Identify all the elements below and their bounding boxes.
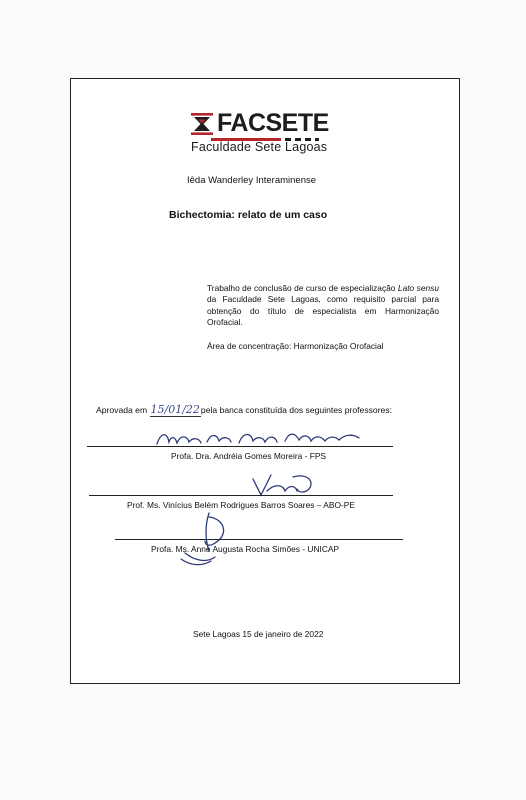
approval-suffix: pela banca constituída dos seguintes professores:	[200, 405, 393, 415]
examiner-2: Prof. Ms. Vinícius Belém Rodrigues Barros Soares – ABO-PE	[127, 500, 355, 510]
purpose-italic-term: Lato sensu	[397, 283, 439, 293]
approval-prefix: Aprovada em	[96, 405, 150, 415]
signature-line-1	[87, 446, 393, 447]
approval-page	[70, 78, 460, 684]
institution-name: FACSETE	[217, 109, 329, 137]
facsete-emblem-icon	[191, 113, 213, 135]
signature-2	[249, 471, 319, 501]
signature-line-2	[89, 495, 393, 496]
work-title: Bichectomia: relato de um caso	[169, 209, 328, 221]
examiner-1: Profa. Dra. Andréia Gomes Moreira - FPS	[171, 451, 326, 461]
institution-full-name: Faculdade Sete Lagoas	[191, 140, 328, 154]
purpose-statement	[207, 283, 439, 329]
examiner-3: Profa. Ms. Anne Augusta Rocha Simões - UNICAP	[151, 544, 340, 554]
signature-3	[175, 509, 235, 567]
purpose-text-end: da Faculdade Sete Lagoas, como requisito parcial para obtenção do título de especialista em Harmonização Orofacial.	[207, 294, 439, 328]
signature-line-3	[115, 539, 403, 540]
concentration-area: Área de concentração: Harmonização Orofacial	[207, 341, 384, 351]
approval-statement	[96, 403, 392, 416]
approval-date: 15/01/22	[150, 403, 200, 416]
author-name: Iêda Wanderley Interaminense	[187, 175, 317, 186]
facsete-logo	[191, 109, 329, 156]
purpose-text-start: Trabalho de conclusão de curso de especialização	[207, 283, 398, 293]
place-and-date: Sete Lagoas 15 de janeiro de 2022	[193, 629, 324, 639]
